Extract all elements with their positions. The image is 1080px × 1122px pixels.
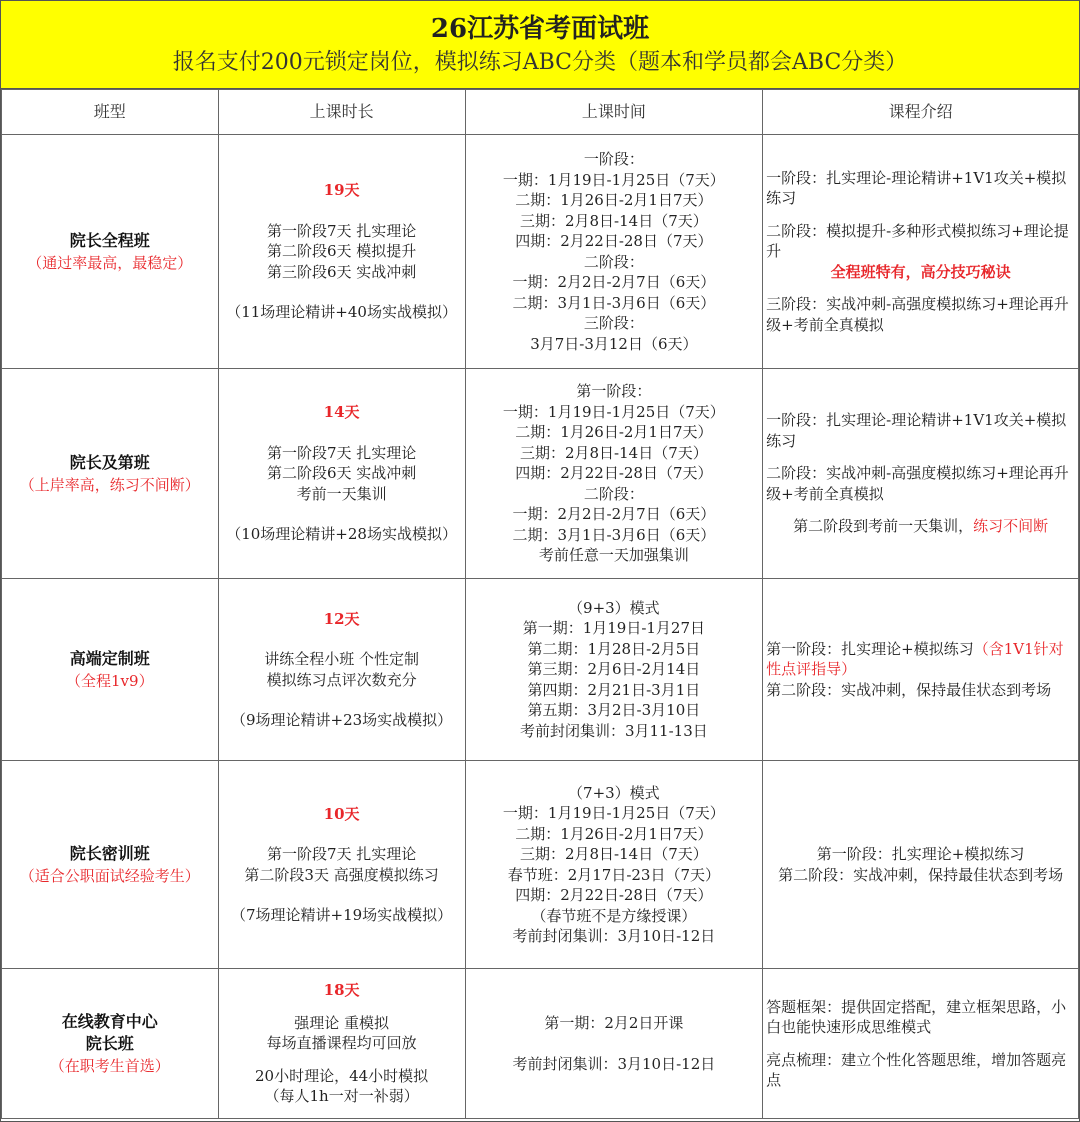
session-summary: 20小时理论，44小时模拟 [255,1066,429,1085]
total-days: 10天 [323,804,360,823]
introduction-cell [763,969,1079,1119]
schedule-line: 考前任意一天加强集训 [538,546,689,565]
schedule-line: 第二期：1月28日-2月5日 [527,639,701,658]
intro-paragraph: 第二阶段：实战冲刺，保持最佳状态到考场 [778,865,1064,884]
schedule-line: 二阶段： [583,252,644,271]
schedule-line: 考前封闭集训：3月10日-12日 [512,927,716,945]
schedule-cell [465,761,763,969]
schedule-cell [465,369,763,579]
introduction-cell [763,761,1079,969]
schedule-line: （春节班不是方缘授课） [531,906,697,925]
duration-line: 考前一天集训 [296,484,387,503]
duration-line: 第一阶段7天 扎实理论 [266,443,417,462]
intro-paragraph: 第一阶段：扎实理论+模拟练习 [816,845,1025,863]
intro-paragraph: 一阶段：扎实理论-理论精讲+1V1攻关+模拟练习 [766,168,1067,208]
session-summary: （11场理论精讲+40场实战模拟） [226,303,457,322]
class-name-cell [2,135,219,369]
class-tagline: （全程1v9） [66,671,154,690]
schedule-line: 第五期：3月2日-3月10日 [527,701,701,720]
duration-line: 讲练全程小班 个性定制 [264,650,419,668]
table-row [2,579,1079,761]
intro-paragraph: 二阶段：模拟提升-多种形式模拟练习+理论提升 [766,221,1069,261]
duration-line: 模拟练习点评次数充分 [266,670,417,689]
intro-paragraph: 一阶段：扎实理论-理论精讲+1V1攻关+模拟练习 [766,411,1067,450]
session-summary: （每人1h一对一补弱） [264,1087,419,1106]
page-subtitle: 报名支付200元锁定岗位，模拟练习ABC分类（题本和学员都会ABC分类） [172,50,908,75]
schedule-line: 3月7日-3月12日（6天） [530,334,698,353]
schedule-line: 二阶段： [583,484,644,503]
table-row [2,369,1079,579]
duration-cell [218,369,465,579]
class-name: 高端定制班 [69,648,150,668]
table-row [2,135,1079,369]
class-tagline: （上岸率高，练习不间断） [19,475,200,494]
schedule-line: （9+3）模式 [568,598,660,617]
total-days: 18天 [323,981,360,1000]
schedule-line: 第四期：2月21日-3月1日 [527,680,701,699]
column-header-class-type: 班型 [2,90,219,135]
intro-highlight: 全程班特有，高分技巧秘诀 [830,262,1011,281]
column-header-schedule: 上课时间 [465,90,763,135]
course-table [1,89,1079,1119]
intro-highlight: （含1V1针对性点评指导） [766,639,1064,679]
class-tagline: （适合公职面试经验考生） [19,866,200,885]
session-summary: （9场理论精讲+23场实战模拟） [230,711,453,729]
schedule-line: 一期：1月19日-1月25日（7天） [502,170,725,189]
schedule-cell [465,969,763,1119]
total-days: 12天 [323,609,360,628]
session-summary: （7场理论精讲+19场实战模拟） [230,906,453,924]
class-name-cell [2,579,219,761]
introduction-cell [763,579,1079,761]
schedule-line: 二期：3月1日-3月6日（6天） [512,293,716,312]
duration-cell [218,135,465,369]
class-name-cell [2,761,219,969]
duration-line: 第二阶段3天 高强度模拟练习 [244,865,439,884]
schedule-line: 第一期：1月19日-1月27日 [522,619,706,638]
schedule-line: 一期：1月19日-1月25日（7天） [502,402,725,421]
column-header-introduction: 课程介绍 [763,90,1079,135]
intro-paragraph: 三阶段：实战冲刺-高强度模拟练习+理论再升级+考前全真模拟 [766,295,1069,334]
schedule-cell [465,135,763,369]
schedule-cell [465,579,763,761]
introduction-cell [763,135,1079,369]
schedule-line: 春节班：2月17日-23日（7天） [507,865,721,884]
schedule-line: 第三期：2月6日-2月14日 [527,660,701,679]
class-name: 院长及第班 [69,452,150,472]
duration-cell [218,969,465,1119]
intro-paragraph: 亮点梳理：建立个性化答题思维，增加答题亮点 [766,1050,1067,1089]
page-title: 26江苏省考面试班 [430,14,650,44]
table-row [2,761,1079,969]
introduction-cell [763,369,1079,579]
schedule-line: 第一阶段： [576,382,652,401]
schedule-line: 三期：2月8日-14日（7天） [519,443,708,462]
schedule-line: 一期：2月2日-2月7日（6天） [512,505,716,524]
class-name-cell [2,369,219,579]
total-days: 14天 [323,403,360,422]
schedule-line: 四期：2月22日-28日（7天） [515,464,713,483]
intro-paragraph: 答题框架：提供固定搭配，建立框架思路，小白也能快速形成思维模式 [766,997,1067,1036]
duration-line: 第一阶段7天 扎实理论 [266,221,417,240]
intro-text: 第二阶段到考前一天集训， [793,517,974,536]
duration-line: 第三阶段6天 实战冲刺 [266,262,417,281]
duration-line: 第二阶段6天 实战冲刺 [266,464,417,483]
schedule-line: 三阶段： [583,314,644,332]
schedule-line: 二期：3月1日-3月6日（6天） [512,525,716,544]
header-banner [1,1,1079,89]
duration-cell [218,761,465,969]
schedule-line: 二期：1月26日-2月1日7天） [515,423,713,442]
class-name: 在线教育中心 [61,1011,158,1031]
schedule-line: 四期：2月22日-28日（7天） [515,232,713,250]
table-header-row [2,90,1079,135]
duration-line: 第一阶段7天 扎实理论 [266,845,417,863]
intro-paragraph [766,639,1075,680]
class-tagline: （在职考生首选） [49,1056,170,1075]
schedule-line: （7+3）模式 [568,783,660,802]
class-name: 院长班 [85,1033,134,1053]
class-name: 院长全程班 [69,230,150,250]
schedule-line: 考前封闭集训：3月11-13日 [519,721,708,740]
duration-line: 强理论 重模拟 [294,1013,389,1032]
duration-line: 每场直播课程均可回放 [266,1034,417,1053]
intro-paragraph: 二阶段：实战冲刺-高强度模拟练习+理论再升级+考前全真模拟 [766,464,1069,503]
table-row [2,969,1079,1119]
total-days: 19天 [323,181,360,200]
schedule-line: 二期：1月26日-2月1日7天） [515,191,713,209]
schedule-line: 考前封闭集训：3月10日-12日 [512,1054,716,1073]
intro-text: 第一阶段：扎实理论+模拟练习 [766,639,974,658]
column-header-duration: 上课时长 [218,90,465,135]
session-summary: （10场理论精讲+28场实战模拟） [226,525,457,544]
class-name: 院长密训班 [69,843,150,863]
schedule-line: 一阶段： [583,150,644,168]
duration-line: 第二阶段6天 模拟提升 [266,242,417,261]
schedule-line: 一期：1月19日-1月25日（7天） [502,804,725,822]
schedule-line: 四期：2月22日-28日（7天） [515,886,713,904]
intro-paragraph: 第二阶段：实战冲刺，保持最佳状态到考场 [766,680,1052,699]
intro-highlight: 练习不间断 [973,517,1049,536]
class-tagline: （通过率最高，最稳定） [27,253,193,272]
intro-paragraph [766,516,1075,537]
schedule-line: 三期：2月8日-14日（7天） [519,211,708,230]
duration-cell [218,579,465,761]
schedule-line: 第一期：2月2日开课 [544,1014,684,1032]
schedule-line: 三期：2月8日-14日（7天） [519,845,708,863]
class-name-cell [2,969,219,1119]
schedule-line: 二期：1月26日-2月1日7天） [515,824,713,843]
schedule-line: 一期：2月2日-2月7日（6天） [512,273,716,291]
